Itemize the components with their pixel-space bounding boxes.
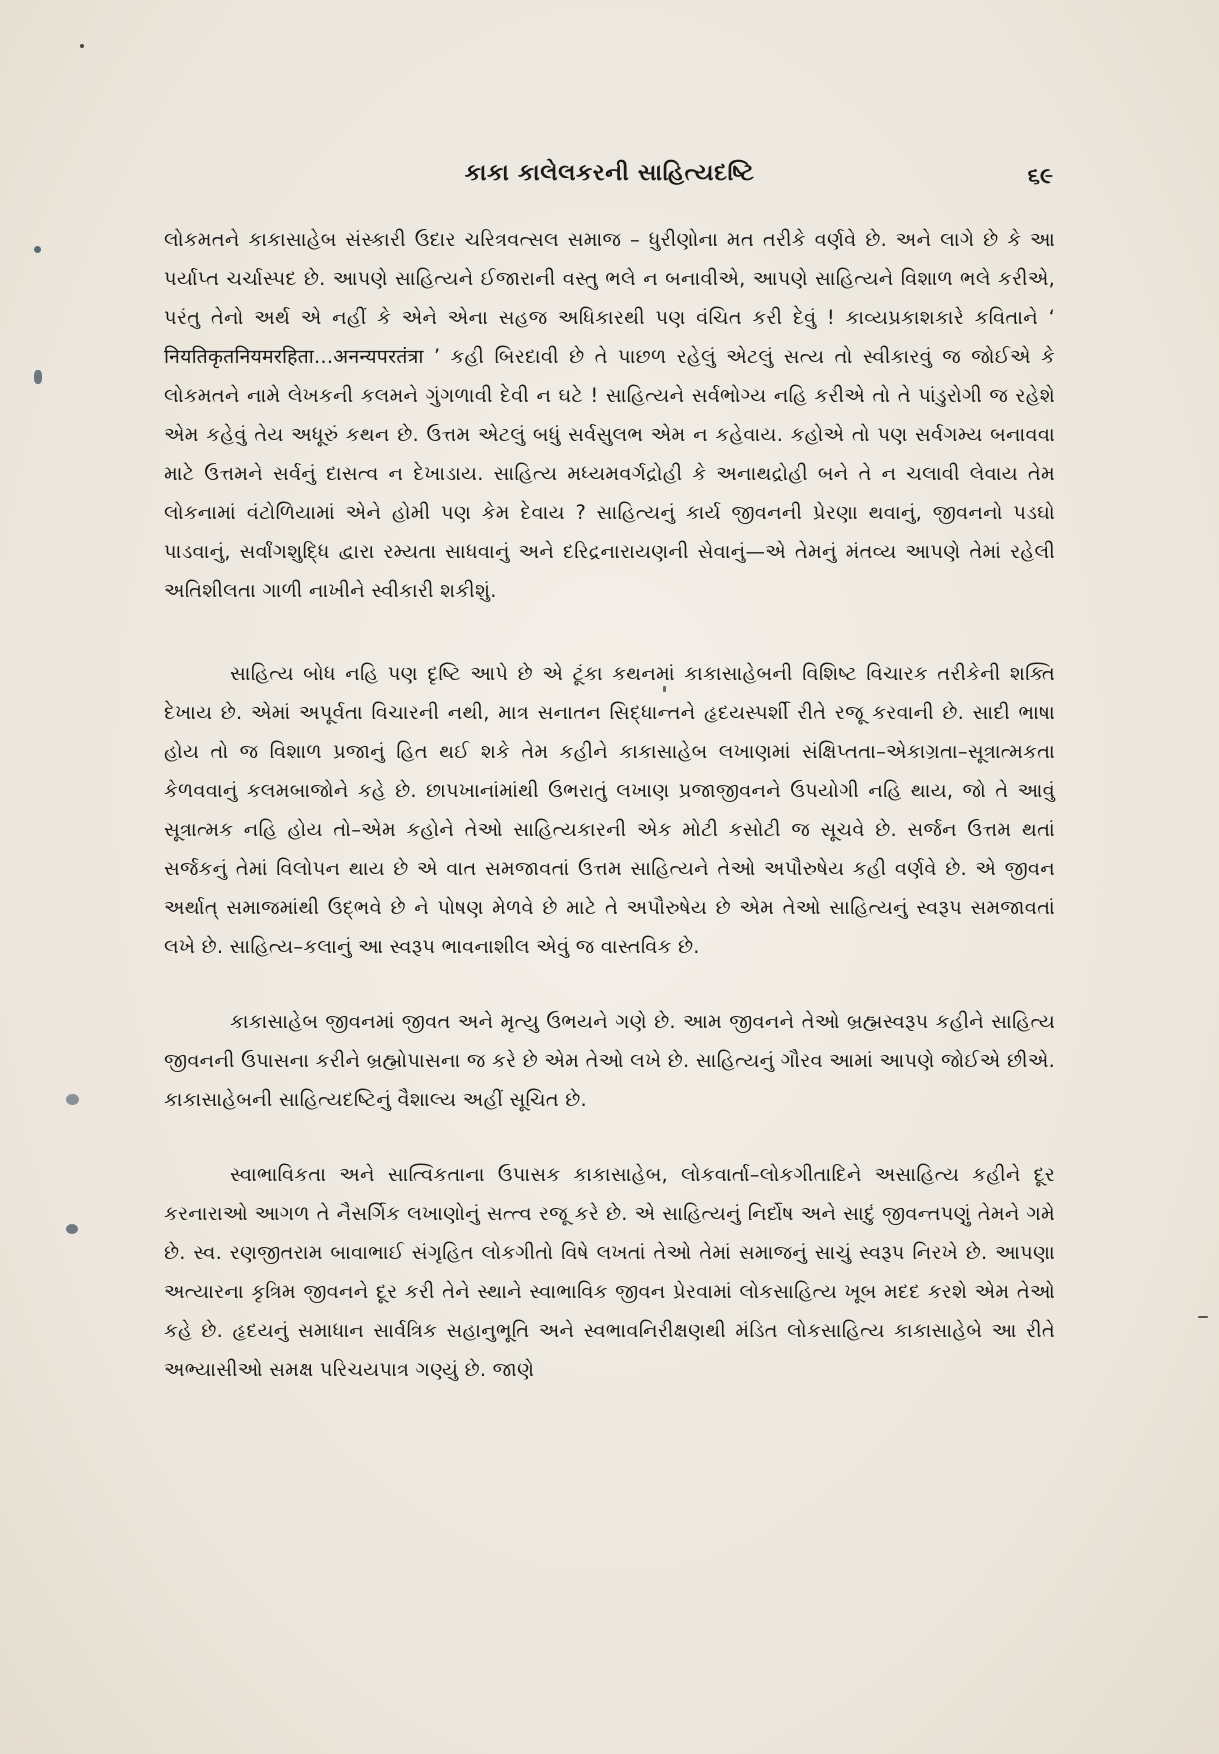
margin-speck: [34, 370, 42, 384]
page-header: [0, 160, 1219, 200]
paragraph: સ્વાભાવિકતા અને સાત્વિકતાના ઉપાસક કાકાસાહેબ, લોકવાર્તા–લોકગીતાદિને અસાહિત્ય કહીને દૂર કરનારાઓ આગળ તે નૈસર્ગિક લખાણોનું સત્ત્વ રજૂ કરે છે. એ સાહિત્યનું નિર્દોષ અને સાદું જીવન્તપણું તેમને ગમે છે. સ્વ. રણજીતરામ બાવાભાઈ સંગૃહિત લોકગીતો વિષે લખતાં તેઓ તેમાં સમાજનું સાચું સ્વરૂપ નિરખે છે. આપણા અત્યારના કૃત્રિમ જીવનને દૂર કરી તેને સ્થાને સ્વાભાવિક જીવન પ્રેરવામાં લોકસાહિત્ય ખૂબ મદદ કરશે એમ તેઓ કહે છે. હૃદયનું સમાધાન સાર્વત્રિક સહાનુભૂતિ અને સ્વભાવનિરીક્ષણથી મંડિત લોકસાહિત્ય કાકાસાહેબે આ રીતે અભ્યાસીઓ સમક્ષ પરિચયપાત્ર ગણ્યું છે. જાણે: [164, 1163, 1055, 1381]
margin-dash: [1198, 1316, 1208, 1318]
paragraph: લોકમતને કાકાસાહેબ સંસ્કારી ઉદાર ચરિત્રવત્સલ સમાજ – ધુરીણોના મત તરીકે વર્ણવે છે. અને લાગે છે કે આ પર્યાપ્ત ચર્ચાસ્પદ છે. આપણે સાહિત્યને ઈજારાની વસ્તુ ભલે ન બનાવીએ, આપણે સાહિત્યને વિશાળ ભલે કરીએ, પરંતુ તેનો અર્થ એ નહીં કે એને એના સહજ અધિકારથી પણ વંચિત કરી દેવું ! કાવ્યપ્રકાશકારે કવિતાને ‘ नियतिकृतनियमरहिता...अनन्यपरतंत्रा ’ કહી બિરદાવી છે તે પાછળ રહેલું એટલું સત્ય તો સ્વીકારવું જ જોઈએ કે લોકમતને નામે લેખકની કલમને ગુંગળાવી દેવી ન ઘટે ! સાહિત્યને સર્વભોગ્ય નહિ કરીએ તો તે પાંડુરોગી જ રહેશે એમ કહેવું તેય અધૂરું કથન છે. ઉત્તમ એટલું બધું સર્વસુલભ એમ ન કહેવાય. કહોએ તો પણ સર્વગમ્ય બનાવવા માટે ઉત્તમને સર્વનું દાસત્વ ન દેખાડાય. સાહિત્ય મધ્યમવર્ગદ્રોહી કે અનાથદ્રોહી બને તે ન ચલાવી લેવાય તેમ લોકનામાં વંટોળિયામાં એને હોમી પણ કેમ દેવાય ? સાહિત્યનું કાર્ય જીવનની પ્રેરણા થવાનું, જીવનનો પડઘો પાડવાનું, સર્વાંગશુદ્ધિ દ્વારા રમ્યતા સાધવાનું અને દરિદ્રનારાયણની સેવાનું—એ તેમનું મંતવ્ય આપણે તેમાં રહેલી અતિશીલતા ગાળી નાખીને સ્વીકારી શકીશું.: [164, 228, 1055, 602]
paragraph: કાકાસાહેબ જીવનમાં જીવત અને મૃત્યુ ઉભયને ગણે છે. આમ જીવનને તેઓ બ્રહ્મસ્વરૂપ કહીને સાહિત્ય જીવનની ઉપાસના કરીને બ્રહ્મોપાસના જ કરે છે એમ તેઓ લખે છે. સાહિત્યનું ગૌરવ આમાં આપણે જોઈએ છીએ. કાકાસાહેબની સાહિત્યદષ્ટિનું વૈશાલ્ય અહીં સૂચિત છે.: [164, 1010, 1055, 1111]
page-number: ૬૯: [1027, 164, 1053, 189]
margin-speck: [66, 1224, 78, 1234]
margin-speck: [66, 1094, 79, 1105]
body-text: [164, 220, 1055, 1389]
running-title: કાકા કાલેલકરની સાહિત્યદષ્ટિ: [464, 160, 755, 186]
paragraph: સાહિત્ય બોધ નહિ પણ દૃષ્ટિ આપે છે એ ટૂંકા કથનમાં કાકાસાહેબની વિશિષ્ટ વિચારક તરીકેની શક્તિ દેખાય છે. એમાં અપૂર્વતા વિચારની નથી, માત્ર સનાતન સિદ્ધાન્તને હૃદયસ્પર્શી રીતે રજૂ કરવાની છે. સાદી ભાષા હોય તો જ વિશાળ પ્રજાનું હિત થઈ શકે તેમ કહીને કાકાસાહેબ લખાણમાં સંક્ષિપ્તતા–એકાગ્રતા–સૂત્રાત્મકતા કેળવવાનું કલમબાજોને કહે છે. છાપખાનાંમાંથી ઉભરાતું લખાણ પ્રજાજીવનને ઉપયોગી નહિ થાય, જો તે આવું સૂત્રાત્મક નહિ હોય તો–એમ કહોને તેઓ સાહિત્યકારની એક મોટી કસોટી જ સૂચવે છે. સર્જન ઉત્તમ થતાં સર્જકનું તેમાં વિલોપન થાય છે એ વાત સમજાવતાં ઉત્તમ સાહિત્યને તેઓ અપૌરુષેય કહી વર્ણવે છે. એ જીવન અર્થાત્ સમાજમાંથી ઉદ્ભવે છે ને પોષણ મેળવે છે માટે તે અપૌરુષેય છે એમ તેઓ સાહિત્યનું સ્વરૂપ સમજાવતાં લખે છે. સાહિત્ય–કલાનું આ સ્વરૂપ ભાવનાશીલ એવું જ વાસ્તવિક છે.: [164, 662, 1055, 958]
margin-speck: [34, 246, 41, 253]
ink-speck: [80, 44, 84, 48]
